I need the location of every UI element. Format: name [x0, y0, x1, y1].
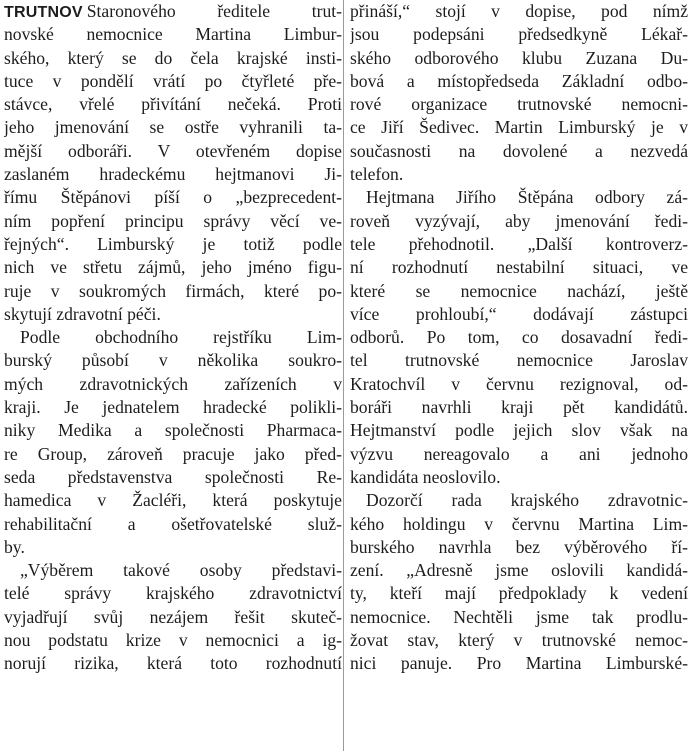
text-line [350, 70, 688, 93]
text-line [4, 280, 342, 303]
text-line [350, 373, 688, 396]
line-text: „Výběrem takové osoby představi- [20, 560, 342, 581]
text-line [350, 629, 688, 652]
line-text: vyjadřují svůj nezájem řešit skuteč- [4, 606, 342, 627]
line-text: boráři navrhli kraji pět kandidátů. [350, 397, 688, 418]
text-line [4, 466, 342, 489]
line-text: by. [4, 536, 25, 557]
text-line [4, 443, 342, 466]
line-text: jsou podepsáni předsedkyně Lékař- [350, 24, 688, 45]
text-line [4, 233, 342, 256]
line-text: Dozorčí rada krajského zdravotnic- [366, 490, 688, 511]
line-text: mých zdravotnických zařízeních v [4, 373, 342, 394]
text-line [350, 536, 688, 559]
text-line [4, 489, 342, 512]
line-text: kraji. Je jednatelem hradecké polikli- [4, 397, 342, 418]
text-line [350, 210, 688, 233]
text-line [4, 186, 342, 209]
text-line [4, 419, 342, 442]
text-line [4, 513, 342, 536]
text-line [350, 559, 688, 582]
text-line [4, 326, 342, 349]
text-line [350, 466, 688, 489]
text-line [350, 23, 688, 46]
line-text: ní rozhodnutí nestabilní situaci, ve [350, 257, 688, 278]
line-text: výzvu nereagovalo a ani jednoho [350, 443, 688, 464]
line-text: více prohloubí,“ dodávají zástupci [350, 303, 688, 324]
text-line [4, 582, 342, 605]
text-line [4, 210, 342, 233]
text-line [350, 419, 688, 442]
line-text: Hejtmanství podle jejich slov však na [350, 420, 688, 441]
line-text: řejných“. Limburský je totiž podle [4, 233, 342, 254]
text-line [350, 233, 688, 256]
line-text: roveň vyzývají, aby jmenování ředi- [350, 210, 688, 231]
line-text: ty, kteří mají předpoklady k vedení [350, 583, 688, 604]
text-line [350, 582, 688, 605]
line-text: norují rizika, která toto rozhodnutí [4, 653, 342, 674]
line-text: burského navrhla bez výběrového ří- [350, 536, 688, 557]
line-text: žovat stav, který v trutnovské nemoc- [350, 630, 688, 651]
text-line [350, 303, 688, 326]
line-text: zaslaném hradeckému hejtmanovi Ji- [4, 164, 342, 185]
text-line [350, 349, 688, 372]
line-text: Staronového ředitele trut- [86, 1, 342, 21]
line-text: tuce v pondělí vrátí po čtyřleté pře- [4, 70, 342, 91]
line-text: odborů. Po tom, co dosavadní ředi- [350, 327, 688, 348]
line-text: mější odboráři. V otevřeném dopise [4, 140, 342, 161]
text-line [350, 140, 688, 163]
line-text: ského odborového klubu Zuzana Du- [350, 47, 688, 68]
line-text: římu Štěpánovi píší o „bezprecedent- [4, 187, 342, 208]
line-text: seda představenstva společnosti Re- [4, 466, 342, 487]
text-line [4, 652, 342, 675]
line-text: telé správy krajského zdravotnictví [4, 583, 342, 604]
text-line [4, 349, 342, 372]
text-line [4, 373, 342, 396]
line-text: kého holdingu v červnu Martina Lim- [350, 513, 688, 534]
line-text: novské nemocnice Martina Limbur- [4, 24, 342, 45]
text-line [350, 489, 688, 512]
line-text: skytují zdravotní péči. [4, 303, 161, 324]
text-line [350, 513, 688, 536]
text-line [4, 606, 342, 629]
line-text: Hejtmana Jiřího Štěpána odbory zá- [366, 187, 688, 208]
text-line [350, 396, 688, 419]
text-line [4, 303, 342, 326]
line-text: hamedica v Žacléři, která poskytuje [4, 490, 342, 511]
line-text: ského, který se do čela krajské insti- [4, 47, 342, 68]
line-text: které se nemocnice nachází, ještě [350, 280, 688, 301]
line-text: tel trutnovské nemocnice Jaroslav [350, 350, 688, 371]
text-line [4, 93, 342, 116]
text-line [350, 47, 688, 70]
text-line [350, 652, 688, 675]
text-line [4, 163, 342, 186]
line-text: tele přehodnotil. „Další kontroverz- [350, 233, 688, 254]
line-text: nich ve střetu zájmů, jeho jméno figu- [4, 257, 342, 278]
line-text: jeho jmenování se ostře vyhranili ta- [4, 117, 342, 138]
text-line [4, 536, 342, 559]
left-column [4, 0, 342, 676]
text-line [4, 559, 342, 582]
line-text: telefon. [350, 164, 404, 185]
text-line [4, 0, 342, 23]
text-line [4, 256, 342, 279]
line-text: nici panuje. Pro Martina Limburské- [350, 653, 688, 674]
text-line [4, 629, 342, 652]
line-text: bová a místopředseda Základní odbo- [350, 70, 688, 91]
column-divider [343, 0, 344, 751]
text-line [350, 606, 688, 629]
line-text: rové organizace trutnovské nemocni- [350, 94, 688, 115]
text-line [350, 280, 688, 303]
text-line [4, 140, 342, 163]
line-text: přináší,“ stojí v dopise, pod nímž [350, 1, 688, 21]
text-line [350, 116, 688, 139]
line-text: re Group, zároveň pracuje jako před- [4, 443, 342, 464]
line-text: zení. „Adresně jsme oslovili kandidá- [350, 560, 688, 581]
text-line [350, 93, 688, 116]
line-text: rehabilitační a ošetřovatelské služ- [4, 513, 342, 534]
line-text: ruje v soukromých firmách, které po- [4, 280, 342, 301]
text-line [4, 116, 342, 139]
text-line [350, 186, 688, 209]
line-text: Kratochvíl v červnu rezignoval, od- [350, 373, 688, 394]
text-line [4, 23, 342, 46]
line-text: ním popření principu správy věcí ve- [4, 210, 342, 231]
line-text: nemocnice. Nechtěli jsme tak prodlu- [350, 606, 688, 627]
text-line [350, 326, 688, 349]
line-text: kandidáta neoslovilo. [350, 466, 501, 487]
line-text: Podle obchodního rejstříku Lim- [20, 327, 342, 348]
line-text: niky Medika a společnosti Pharmaca- [4, 420, 342, 441]
line-text: současnosti na dovolené a nezvedá [350, 140, 688, 161]
text-line [350, 163, 688, 186]
right-column [350, 0, 688, 676]
text-line [350, 443, 688, 466]
dateline: TRUTNOV [4, 4, 83, 21]
line-text: ce Jiří Šedivec. Martin Limburský je v [350, 117, 688, 138]
line-text: nou podstatu krize v nemocnici a ig- [4, 630, 342, 651]
text-line [350, 256, 688, 279]
text-line [4, 47, 342, 70]
text-line [4, 70, 342, 93]
text-line [350, 0, 688, 23]
line-text: burský působí v několika soukro- [4, 350, 342, 371]
text-line [4, 396, 342, 419]
line-text: stávce, vřelé přivítání nečeká. Proti [4, 94, 342, 115]
